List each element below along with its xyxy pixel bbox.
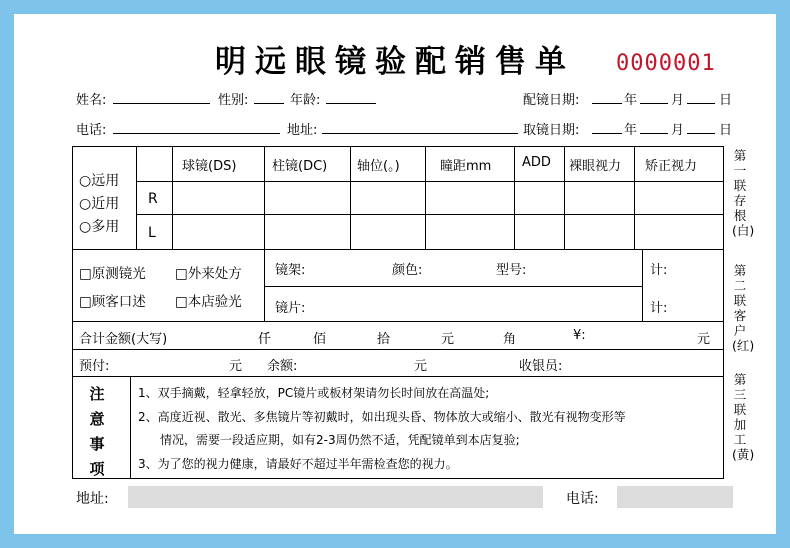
prepay-label: 预付: (79, 359, 110, 374)
fit-year-label: 年 (624, 93, 638, 108)
color-label: 颜色: (392, 263, 423, 278)
table-rule (136, 146, 137, 249)
unit-shi: 拾 (377, 332, 391, 347)
fit-month-field[interactable] (640, 103, 668, 104)
address-field[interactable] (322, 133, 518, 134)
table-rule (72, 349, 724, 350)
phone-field[interactable] (113, 133, 280, 134)
table-rule (130, 376, 131, 479)
table-rule (264, 249, 265, 321)
table-rule (634, 146, 635, 249)
pickup-day-label: 日 (719, 123, 733, 138)
notice-line-1: 1、双手摘戴，轻拿轻放，PC镜片或板材架请勿长时间放在高温处; (138, 386, 490, 400)
header-add: ADD (522, 155, 551, 170)
notice-line-3: 情况，需要一段适应期，如有2-3周仍然不适，凭配镜单到本店复验; (160, 433, 520, 447)
footer-phone-box (617, 486, 733, 508)
total-yuan-label: 元 (697, 332, 711, 347)
pickup-month-field[interactable] (640, 133, 668, 134)
table-rule (514, 146, 515, 249)
lens-label: 镜片: (275, 301, 306, 316)
notice-line-4: 3、为了您的视力健康，请最好不超过半年需检查您的视力。 (138, 457, 458, 471)
phone-label: 电话: (76, 123, 107, 138)
table-rule (564, 146, 565, 249)
unit-qian: 仟 (258, 332, 272, 347)
pickup-year-label: 年 (624, 123, 638, 138)
name-field[interactable] (113, 103, 210, 104)
header-naked-vision: 裸眼视力 (569, 159, 622, 174)
table-rule (642, 249, 643, 321)
table-rule (172, 146, 173, 249)
table-rule (72, 376, 724, 377)
pickup-date-label: 取镜日期: (523, 123, 580, 138)
frame-label: 镜架: (275, 263, 306, 278)
fit-day-field[interactable] (687, 103, 715, 104)
header-pd: 瞳距mm (440, 159, 492, 174)
table-rule (136, 181, 724, 182)
side-copy2-label: 第二联客户(红) (732, 263, 755, 353)
footer-address-box (128, 486, 543, 508)
side-copy3-label: 第三联加工(黄) (732, 372, 755, 462)
prepay-yuan: 元 (229, 359, 243, 374)
table-rule (72, 249, 724, 250)
side-copy1-label: 第一联存根(白) (732, 148, 755, 238)
table-rule (136, 214, 724, 215)
table-rule (264, 146, 265, 249)
option-customer-stated[interactable]: □顾客口述 (79, 294, 146, 310)
header-cylinder: 柱镜(DC) (272, 159, 328, 174)
address-label: 地址: (287, 123, 318, 138)
table-rule (264, 286, 642, 287)
header-axis: 轴位(。) (357, 159, 400, 174)
unit-bai: 佰 (313, 332, 327, 347)
footer-phone-label: 电话: (566, 491, 599, 507)
gender-label: 性别: (218, 93, 249, 108)
pickup-month-label: 月 (671, 123, 685, 138)
balance-yuan: 元 (414, 359, 428, 374)
header-corrected-vision: 矫正视力 (645, 159, 698, 174)
option-original-lens[interactable]: □原测镜光 (79, 266, 146, 282)
frame-count-label: 计: (650, 263, 668, 278)
table-rule (350, 146, 351, 249)
option-near[interactable]: ○近用 (79, 196, 120, 212)
cashier-label: 收银员: (519, 359, 563, 374)
yen-label: ¥: (573, 328, 586, 343)
header-sphere: 球镜(DS) (182, 159, 237, 174)
prescription-table (72, 146, 724, 479)
pickup-day-field[interactable] (687, 133, 715, 134)
total-amount-label: 合计金额(大写) (79, 332, 168, 347)
unit-jiao: 角 (503, 332, 517, 347)
fit-date-label: 配镜日期: (523, 93, 580, 108)
pickup-year-field[interactable] (592, 133, 622, 134)
eye-right-label: R (148, 191, 158, 207)
table-rule (425, 146, 426, 249)
option-store-exam[interactable]: □本店验光 (175, 294, 242, 310)
fit-month-label: 月 (671, 93, 685, 108)
option-external-rx[interactable]: □外来处方 (175, 266, 242, 282)
fit-day-label: 日 (719, 93, 733, 108)
balance-label: 余额: (267, 359, 298, 374)
form-title: 明远眼镜验配销售单 (215, 44, 575, 80)
age-label: 年龄: (290, 93, 321, 108)
eye-left-label: L (148, 225, 156, 241)
option-distance[interactable]: ○远用 (79, 173, 120, 189)
notice-label: 注意事项 (89, 385, 105, 478)
unit-yuan: 元 (441, 332, 455, 347)
lens-count-label: 计: (650, 301, 668, 316)
serial-number: 0000001 (616, 51, 716, 76)
age-field[interactable] (326, 103, 376, 104)
table-rule (72, 321, 724, 322)
notice-line-2: 2、高度近视、散光、多焦镜片等初戴时，如出现头昏、物体放大或缩小、散光有视物变形等 (138, 410, 626, 424)
gender-field[interactable] (254, 103, 284, 104)
option-multi[interactable]: ○多用 (79, 219, 120, 235)
fit-year-field[interactable] (592, 103, 622, 104)
footer-address-label: 地址: (76, 491, 109, 507)
name-label: 姓名: (76, 93, 107, 108)
model-label: 型号: (496, 263, 527, 278)
